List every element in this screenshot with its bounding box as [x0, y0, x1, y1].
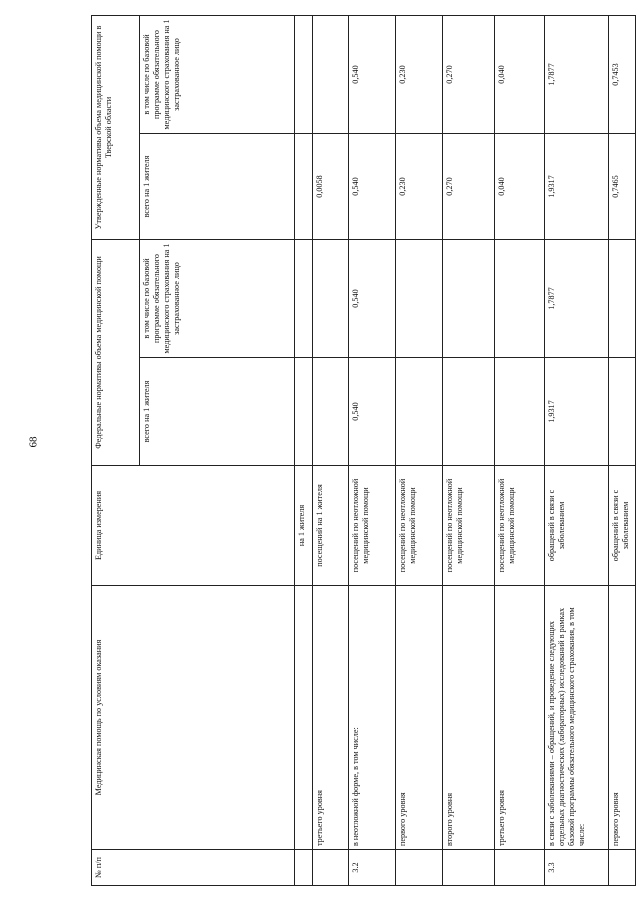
header-approved-total: всего на 1 жителя — [140, 134, 295, 240]
cell-fed-ins — [609, 240, 636, 358]
cell-fed-total — [495, 358, 545, 466]
cell-fed-total — [295, 358, 313, 466]
cell-num — [313, 850, 349, 886]
cell-care: первого уровня — [396, 586, 443, 850]
cell-tv-total: 0,7465 — [609, 134, 636, 240]
cell-fed-total — [609, 358, 636, 466]
header-unit: Единица измерения — [92, 466, 295, 586]
cell-fed-ins — [313, 240, 349, 358]
cell-care: в неотложной форме, в том числе: — [349, 586, 396, 850]
cell-tv-total: 0,040 — [495, 134, 545, 240]
cell-tv-total: 0,540 — [349, 134, 396, 240]
cell-tv-total: 0,0058 — [313, 134, 349, 240]
cell-num — [396, 850, 443, 886]
header-approved: Утвержденные нормативы объема медицинской помощи в Тверской области — [92, 16, 140, 240]
cell-fed-ins — [295, 240, 313, 358]
cell-care: второго уровня — [443, 586, 495, 850]
cell-num — [443, 850, 495, 886]
cell-care: в связи с заболеваниями – обращений, и проведение следующих отдельных диагностических (лабораторных) исследований в рамках базовой программы обязательного медицинского страхования, в том числе: — [545, 586, 609, 850]
cell-num: 3.3 — [545, 850, 609, 886]
cell-tv-ins: 0,230 — [396, 16, 443, 134]
cell-unit: обращений в связи с заболеванием — [545, 466, 609, 586]
cell-tv-total — [295, 134, 313, 240]
header-federal-per-insured: в том числе по базовой программе обязательного медицинского страхования на 1 застрахованное лицо — [140, 240, 295, 358]
cell-unit: посещений по неотложной медицинской помощи — [495, 466, 545, 586]
table-row — [495, 16, 545, 886]
cell-tv-ins: 1,7877 — [545, 16, 609, 134]
cell-unit: обращений в связи с заболеванием — [609, 466, 636, 586]
cell-tv-total: 0,230 — [396, 134, 443, 240]
cell-fed-ins — [495, 240, 545, 358]
header-federal-total: всего на 1 жителя — [140, 358, 295, 466]
cell-num — [609, 850, 636, 886]
table-row — [349, 16, 396, 886]
table-row — [443, 16, 495, 886]
cell-unit: на 1 жителя — [295, 466, 313, 586]
cell-care: первого уровня — [609, 586, 636, 850]
cell-tv-ins — [295, 16, 313, 134]
table-row — [396, 16, 443, 886]
header-federal: Федеральные нормативы объема медицинской помощи — [92, 240, 140, 466]
header-care: Медицинская помощь по условиям оказания — [92, 586, 295, 850]
cell-fed-total: 1,9317 — [545, 358, 609, 466]
cell-tv-total: 0,270 — [443, 134, 495, 240]
cell-unit: посещений на 1 жителя — [313, 466, 349, 586]
cell-unit: посещений по неотложной медицинской помощи — [443, 466, 495, 586]
table-row — [313, 16, 349, 886]
table-row — [295, 16, 313, 886]
header-num: № п/п — [92, 850, 295, 886]
cell-fed-ins: 0,540 — [349, 240, 396, 358]
cell-care — [295, 586, 313, 850]
cell-fed-ins: 1,7877 — [545, 240, 609, 358]
cell-unit: посещений по неотложной медицинской помощи — [396, 466, 443, 586]
header-approved-per-insured: в том числе по базовой программе обязательного медицинского страхования на 1 застрахованное лицо — [140, 16, 295, 134]
cell-tv-ins: 0,270 — [443, 16, 495, 134]
cell-num — [295, 850, 313, 886]
cell-tv-ins — [313, 16, 349, 134]
cell-tv-ins: 0,540 — [349, 16, 396, 134]
cell-tv-ins: 0,040 — [495, 16, 545, 134]
cell-fed-total — [313, 358, 349, 466]
volume-norms-table — [91, 15, 636, 886]
cell-fed-ins — [396, 240, 443, 358]
volume-norms-table-rotated — [91, 16, 635, 886]
cell-num — [495, 850, 545, 886]
cell-fed-ins — [443, 240, 495, 358]
cell-fed-total: 0,540 — [349, 358, 396, 466]
cell-unit: посещений по неотложной медицинской помощи — [349, 466, 396, 586]
table-row — [545, 16, 609, 886]
cell-tv-total: 1,9317 — [545, 134, 609, 240]
cell-fed-total — [443, 358, 495, 466]
cell-fed-total — [396, 358, 443, 466]
cell-num: 3.2 — [349, 850, 396, 886]
page-number: 68 — [27, 436, 40, 448]
cell-tv-ins: 0,7453 — [609, 16, 636, 134]
table-row — [609, 16, 636, 886]
cell-care: третьего уровня — [313, 586, 349, 850]
cell-care: третьего уровня — [495, 586, 545, 850]
